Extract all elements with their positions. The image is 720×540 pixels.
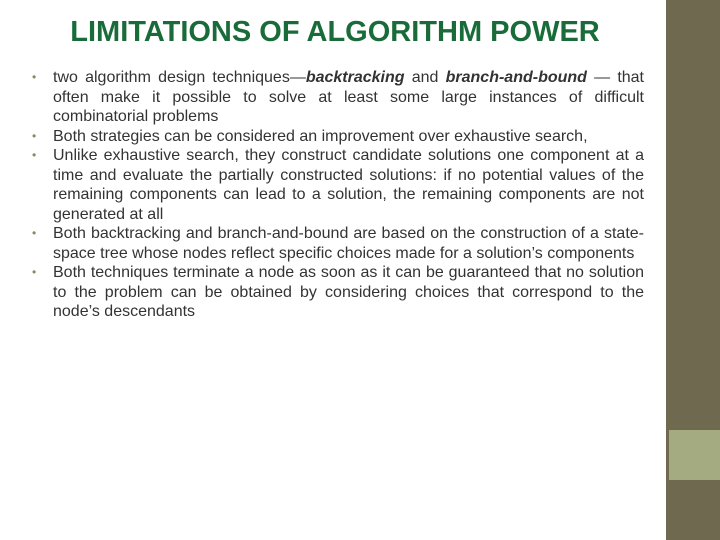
bullet-text: Both techniques terminate a node as soon as it can be guaranteed that no solution to the problem can be obtained by considering choices that correspond to the node’s descendants	[53, 264, 644, 320]
bullet-item-3	[32, 146, 644, 224]
term-backtracking: backtracking	[305, 69, 405, 86]
bullet-item-2	[32, 127, 644, 147]
bullet-text: Unlike exhaustive search, they construct candidate solutions one component at a time and evaluate the partially constructed solutions: if no potential values of the remaining components can lead to a solution, the remaining components are not generated at all	[53, 147, 644, 223]
bullet-item-5	[32, 263, 644, 322]
bullet-list	[32, 68, 644, 322]
bullet-icon: •	[32, 70, 37, 84]
term-branch-and-bound: branch-and-bound	[445, 69, 587, 86]
bullet-icon: •	[32, 265, 37, 279]
bullet-icon: •	[32, 148, 37, 162]
bullet-text: Both strategies can be considered an improvement over exhaustive search,	[53, 127, 588, 145]
bullet-text-post: — that often make it possible to solve at least some large instances of difficult combinatorial problems	[53, 69, 645, 125]
bullet-text: Both backtracking and branch-and-bound are based on the construction of a state-space tree whose nodes reflect specific choices made for a solution’s components	[53, 225, 644, 262]
bullet-icon: •	[32, 128, 37, 143]
bullet-text-mid: and	[404, 69, 446, 86]
bullet-icon: •	[32, 226, 37, 240]
decorative-sidebar-accent	[669, 430, 720, 480]
bullet-item-1	[32, 68, 644, 127]
slide-title: LIMITATIONS OF ALGORITHM POWER	[70, 16, 600, 48]
bullet-text-pre: two algorithm design techniques—	[53, 69, 306, 86]
bullet-item-4	[32, 224, 644, 263]
